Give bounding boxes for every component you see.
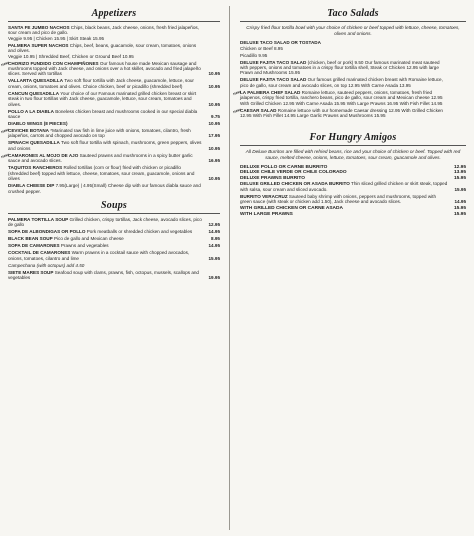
soup-item <box>8 270 220 281</box>
item-name: VALLARTA QUESADILLA <box>8 78 64 84</box>
item-price: 14.95 <box>208 243 220 249</box>
item-name: BURRITO VERACRUZ <box>240 193 288 199</box>
item-price: Veggie 10.95 | Shredded Beef, Chicken or Ground Beef 10.95 <box>8 53 134 59</box>
item-name: Picadillo 9.95 <box>240 52 268 58</box>
item-desc: Our famous grilled marinated chicken breast with Romaine lettuce, pico de gallo, sour cream and avocado slices, on top 12.95 With Carne Asada 13.95 <box>240 77 443 88</box>
item-name: Campechana (with octopus) add 4.50 <box>8 262 85 268</box>
item-desc: Pico de gallo and Mexican cheese <box>53 236 124 242</box>
new-badge: new <box>232 106 242 114</box>
menu-item <box>8 91 220 107</box>
item-name: DELUXE GRILLED CHICKEN OR ASADA BURRITO <box>240 181 350 187</box>
taco-intro: Crispy fried flour tortilla bowl with your choice of chicken or beef topped with lettuce, cheese, tomatoes, olives and onions. <box>246 25 460 36</box>
new-badge: new <box>0 59 10 67</box>
new-badge: new <box>0 126 10 135</box>
item-name: CANCUN QUESADILLA <box>8 90 60 96</box>
item-price: 17.95 <box>208 133 220 139</box>
item-price: 10.95 <box>208 83 220 89</box>
taco-item <box>232 106 466 119</box>
menu-item <box>8 109 220 120</box>
left-column <box>0 6 220 282</box>
taco-item <box>240 53 466 58</box>
item-name: DELUXE POLLO OR CARNE BURRITO <box>240 164 328 170</box>
soup-item <box>8 263 220 268</box>
hungry-amigos-title: For Hungry Amigos <box>309 132 397 144</box>
menu-item <box>8 25 220 41</box>
new-badge: new <box>232 88 242 97</box>
burrito-row <box>240 212 466 218</box>
item-price: 19.95 <box>208 275 220 281</box>
item-name: DELUXE FAJITA TACO SALAD <box>240 77 307 83</box>
item-price: 15.95 <box>454 186 466 192</box>
item-desc: Prawns and vegetables <box>60 243 109 249</box>
item-desc: *Marinated raw fish in lime juice with onions, tomatoes, cilantro, fresh jalapeños, carrots and chopped avocado on top <box>8 128 191 139</box>
item-name: DIABLO WINGS (8 PIECES) <box>8 121 68 127</box>
item-desc: Two soft flour tortilla with spinach, mushrooms, green peppers, olives and onions <box>8 140 202 151</box>
taco-item <box>240 77 466 88</box>
item-price: 14.95 <box>454 199 466 205</box>
item-name: DELUXE CHILE VERDE OR CHILE COLORADO <box>240 170 347 176</box>
item-price: 13.95 <box>453 170 466 176</box>
item-desc: Seafood soup with clams, prawns, fish, octopus, mussels, scallops and vegetables <box>8 269 199 281</box>
menu-item <box>8 140 220 151</box>
item-desc: Romaine lettuce, sauteed peppers, onions, tomatoes, fresh fried jalapenos, crispy fried tortilla, ranchero beans, pico de gallo, sour cream and Mexican cheese 12.95 With Grilled Chicken 12.95 With Carne Asada 15.95 With Large Prawns 16.95 With Fish Fillet 14.95 <box>240 89 443 106</box>
item-name: DELUXE PRAWNS BURRITO <box>240 175 305 181</box>
item-desc: Boneless chicken breast and mushrooms cooked in our special diabla sauce <box>8 108 198 120</box>
taco-salads-title: Taco Salads <box>327 8 379 19</box>
item-price: 9.75 <box>211 114 220 120</box>
item-price: 10.95 <box>208 71 220 77</box>
item-name: DELUXE FAJITA TACO SALAD <box>240 59 307 65</box>
item-name: BLACK BEAN SOUP <box>8 236 53 242</box>
item-price: Veggie 9.95 | Chicken 15.95 | Skirt Steak 15.95 <box>8 35 105 41</box>
item-name: POLLO A LA DIABLA <box>8 108 54 114</box>
burrito-item <box>240 194 466 205</box>
item-desc: Chips, black beans, Jack cheese, onions, fresh fried jalapeños, sour cream and pico de gallo. <box>8 25 199 36</box>
item-name: DELUXE TACO SALAD OR TOSTADA <box>240 40 321 46</box>
item-price: 15.95 <box>208 255 220 261</box>
item-name: SANTA FE JUMBO NACHOS <box>8 25 70 30</box>
item-desc: Sauteed prawns and mushrooms in a spicy butter garlic sauce and avocado slices. <box>8 152 193 164</box>
item-desc: 7.95(Large) | 4.95(Small) Cheese dip with our famous diabla sauce and crushed pepper. <box>8 183 201 194</box>
soup-item <box>8 217 220 228</box>
new-badge: new <box>0 151 10 160</box>
item-desc: (chicken, beef or pork) 9.50 Our famous marinated meat sauteed with peppers, onions and tomatoes in a crispy flour tortilla shell, Steak or Chicken 12.95 with large Prawn and Mushrooms 15.95 <box>240 59 440 76</box>
menu-item <box>8 183 220 194</box>
item-name: PALMERA SUPER NACHOS <box>8 42 69 48</box>
item-desc: Rolled tortillas (corn or flour) fried with chicken or picadillo (shredded beef) topped with lettuce, cheese, tomatoes, sour cream, guacamole, onions and olives <box>8 165 195 182</box>
item-name: SIETE MARES SOUP <box>8 269 54 275</box>
item-price: 12.95 <box>208 222 220 228</box>
item-name: WITH GRILLED CHICKEN OR CARNE ASADA <box>240 206 343 212</box>
item-name: SPINACH QUESADILLA <box>8 140 60 146</box>
item-desc: Warm prawns in a cocktail sauce with chopped avocados, onions, tomatoes, cilantro and lime <box>8 250 190 261</box>
item-name: CAMARONES AL MOJO DE AJO <box>8 152 79 158</box>
appetizers-title: Appetizers <box>91 8 137 19</box>
menu-item <box>8 43 220 59</box>
item-desc: Romaine lettuce with our homemade Caesar dressing 12.95 With Grilled Chicken 12.95 With Fish Fillet 14.95 Large Garlic Prawns and Mushrooms 15.95 <box>240 107 443 119</box>
item-desc: Chips, beef, beans, guacamole, sour cream, tomatoes, onions and olives. <box>8 42 197 54</box>
item-price: 8.95 <box>211 236 220 242</box>
item-desc: Sauteed baby shrimp with onions, peppers and mushrooms, topped with green sauce (with steak or chicken add 1.50), Jack cheese and avocado slices. <box>240 193 437 205</box>
column-divider <box>229 6 230 530</box>
item-name: DIABLA CHEESE DIP <box>8 183 55 189</box>
item-name: CEVICHE BOTANA <box>8 128 50 134</box>
burrito-item <box>240 181 466 192</box>
item-name: CAESAR SALAD <box>240 107 277 113</box>
item-price: 10.95 <box>208 121 220 127</box>
item-price: 16.95 <box>208 158 220 164</box>
amigos-intro: All Deluxe Burritos are filled with refried beans, rice and your choice of chicken or beef. Topped with red sauce, melted cheese, onions, lettuce, tomatoes, sour cream, guacamole and olives. <box>245 149 461 161</box>
item-name: WITH LARGE PRAWNS <box>240 211 293 217</box>
item-price: 10.95 <box>208 101 220 107</box>
right-column <box>232 6 466 217</box>
item-name: CHORIZO FUNDIDO CON CHAMPIÑONES <box>8 60 99 66</box>
item-name: PALMERA TORTILLA SOUP <box>8 216 69 222</box>
item-desc: Chicken or Beef 8.95 <box>240 45 283 51</box>
menu-item <box>0 126 220 139</box>
item-desc: Your choice of our Famous marinated grilled chicken breast or skirt steak in two flour tortillas with Jack cheese, guacamole, lettuce, sour cream, tomatoes and olives. <box>8 90 197 107</box>
menu-item <box>8 165 220 181</box>
item-desc: Two soft flour tortilla with Jack cheese, guacamole, lettuce, sour cream, onions, tomatoes and olives. Choice chicken, beef or picadillo (shredded beef) <box>8 78 194 89</box>
item-price: 15.95 <box>453 206 466 212</box>
amigos-rule <box>240 145 466 146</box>
item-desc: Grilled chicken, crispy tortillas, Jack cheese, avocado slices, pico de gallo <box>8 216 202 228</box>
taco-item <box>240 40 466 51</box>
menu-item <box>8 78 220 89</box>
item-price: 12.95 <box>453 164 466 170</box>
item-price: 15.95 <box>453 211 466 217</box>
item-desc: Pork meatballs or shredded chicken and vegetables <box>86 229 193 235</box>
taco-item <box>240 60 466 76</box>
soup-item <box>8 243 220 248</box>
menu-item <box>0 151 220 164</box>
item-desc: Our famous house made Mexican sausage and mushrooms topped with Jack cheese, and onions over a hot skillet, avocado and fried jalapeño slices. Served with tortillas <box>8 60 201 77</box>
item-name: SOPA DE CAMARONES <box>8 243 60 249</box>
item-price: 15.95 <box>453 175 466 181</box>
item-price: 14.95 <box>208 229 220 235</box>
soups-title: Soups <box>100 199 127 211</box>
appetizers-rule <box>8 21 220 22</box>
item-name: LA PALMERA CHEF SALAD <box>240 89 301 95</box>
menu-item <box>0 59 220 77</box>
taco-item <box>232 88 466 106</box>
item-name: SOPA DE ALBONDIGAS OR POLLO <box>8 229 86 235</box>
item-desc: Thin sliced grilled chicken or skirt steak, topped with salsa, sour cream and sliced avocado. <box>240 181 448 192</box>
item-price: 10.95 <box>208 145 220 151</box>
soup-item <box>8 229 220 234</box>
item-name: TAQUITOS RANCHEROS <box>8 165 63 171</box>
soups-rule <box>8 213 220 214</box>
taco-rule <box>240 21 466 22</box>
item-price: 10.95 <box>208 176 220 182</box>
soup-item <box>8 250 220 261</box>
menu-item <box>8 121 220 126</box>
item-name: COCKTAIL DE CAMARONES <box>8 250 71 256</box>
soup-item <box>8 236 220 241</box>
